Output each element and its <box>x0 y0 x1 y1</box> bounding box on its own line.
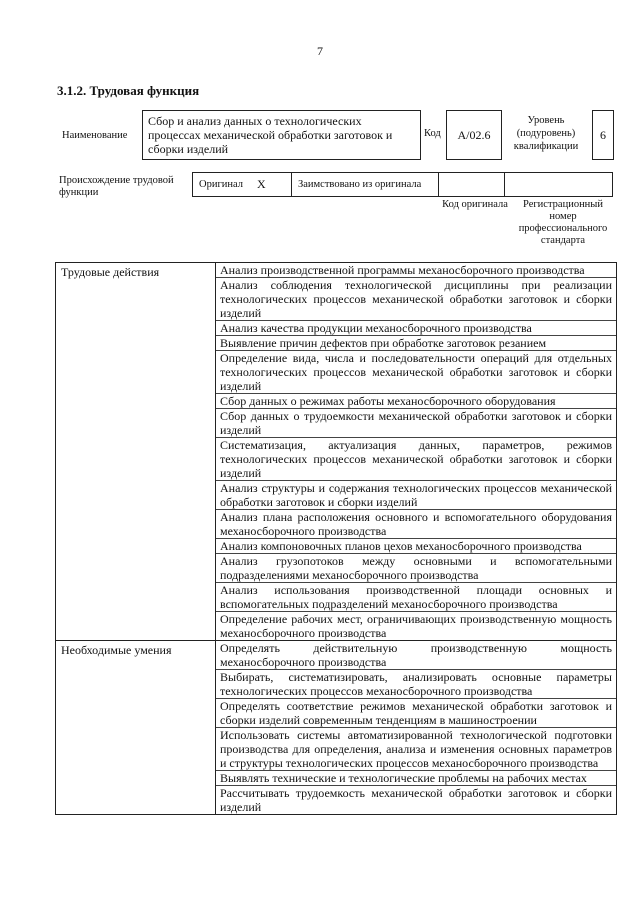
list-item: Анализ качества продукции механосборочного производства <box>216 321 616 336</box>
list-item: Сбор данных о режимах работы механосборочного оборудования <box>216 394 616 409</box>
code-original-label: Код оригинала <box>442 199 508 210</box>
function-details-table <box>55 262 617 815</box>
required-skills-row <box>56 641 617 815</box>
function-name-box: Сбор и анализ данных о технологических процессах механической обработки заготовок и сборки изделий <box>142 110 421 160</box>
level-label: Уровень (подуровень) квалификации <box>513 115 579 152</box>
list-item: Выявлять технические и технологические проблемы на рабочих местах <box>216 771 616 786</box>
list-item: Выбирать, систематизировать, анализировать основные параметры технологических процессов механосборочного производства <box>216 670 616 699</box>
list-item: Систематизация, актуализация данных, параметров, режимов технологических процессов механической обработки заготовок и сборки изделий <box>216 438 616 481</box>
section-title-cell: Трудовые действия <box>56 263 216 641</box>
list-item: Определять действительную производственную мощность механосборочного производства <box>216 641 616 670</box>
list-item: Рассчитывать трудоемкость механической обработки заготовок и сборки изделий <box>220 786 612 814</box>
section-title-cell: Необходимые умения <box>56 641 216 815</box>
required-skills-list <box>216 641 617 815</box>
list-item: Выявление причин дефектов при обработке заготовок резанием <box>216 336 616 351</box>
page-number: 7 <box>317 44 323 58</box>
origin-borrowed-cell: Заимствовано из оригинала <box>292 173 439 196</box>
origin-reg-cell <box>505 173 612 196</box>
list-item: Определять соответствие режимов механической обработки заготовок и сборки изделий современным тенденциям в машиностроении <box>216 699 616 728</box>
list-item: Анализ соблюдения технологической дисциплины при реализации технологических процессов механической обработки заготовок и сборки изделий <box>216 278 616 321</box>
list-item: Анализ производственной программы механосборочного производства <box>216 263 616 278</box>
origin-original-cell <box>193 173 292 196</box>
list-item: Сбор данных о трудоемкости механической обработки заготовок и сборки изделий <box>216 409 616 438</box>
name-label: Наименование <box>62 130 128 141</box>
origin-row <box>192 172 613 197</box>
list-item: Использовать системы автоматизированной технологической подготовки производства для определения, анализа и изменения основных параметров и структуры технологических процессов механосборочного производства <box>216 728 616 771</box>
qualification-level-box: 6 <box>592 110 614 160</box>
list-item: Анализ грузопотоков между основными и вспомогательными подразделениями механосборочного производства <box>216 554 616 583</box>
origin-code-cell <box>439 173 505 196</box>
original-label: Оригинал <box>199 179 243 190</box>
labor-actions-list <box>216 263 617 641</box>
list-item: Определение рабочих мест, ограничивающих производственную мощность механосборочного производства <box>220 612 612 640</box>
labor-actions-row <box>56 263 617 641</box>
section-title: 3.1.2. Трудовая функция <box>57 83 200 98</box>
reg-number-label: Регистрационный номер профессионального стандарта <box>518 199 608 246</box>
function-code-box: А/02.6 <box>446 110 502 160</box>
list-item: Анализ плана расположения основного и вспомогательного оборудования механосборочного производства <box>216 510 616 539</box>
list-item: Анализ компоновочных планов цехов механосборочного производства <box>216 539 616 554</box>
list-item: Анализ использования производственной площади основных и вспомогательных подразделений механосборочного производства <box>216 583 616 612</box>
origin-label: Происхождение трудовой функции <box>59 175 174 198</box>
list-item: Анализ структуры и содержания технологических процессов механической обработки заготовок и сборки изделий <box>216 481 616 510</box>
list-item: Определение вида, числа и последовательности операций для отдельных технологических процессов механической обработки заготовок и сборки изделий <box>216 351 616 394</box>
code-label: Код <box>424 128 441 139</box>
original-mark: X <box>257 177 266 191</box>
